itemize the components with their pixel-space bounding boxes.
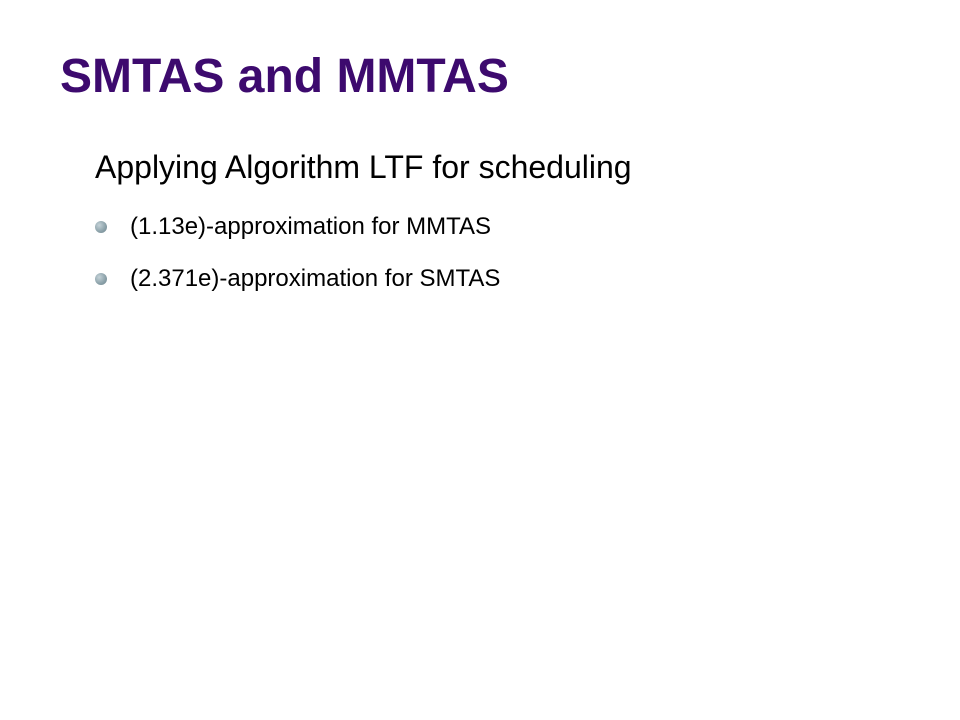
bullet-item	[95, 201, 915, 253]
slide-body	[95, 143, 915, 305]
bullet-item	[95, 253, 915, 305]
slide-title: SMTAS and MMTAS	[60, 50, 509, 103]
bullet-list	[95, 201, 915, 305]
subheading: Applying Algorithm LTF for scheduling	[95, 149, 632, 185]
bullet-text: (2.371e)-approximation for SMTAS	[130, 265, 501, 292]
bullet-dot-icon	[95, 273, 107, 285]
bullet-dot-icon	[95, 221, 107, 233]
bullet-text: (1.13e)-approximation for MMTAS	[130, 213, 492, 240]
